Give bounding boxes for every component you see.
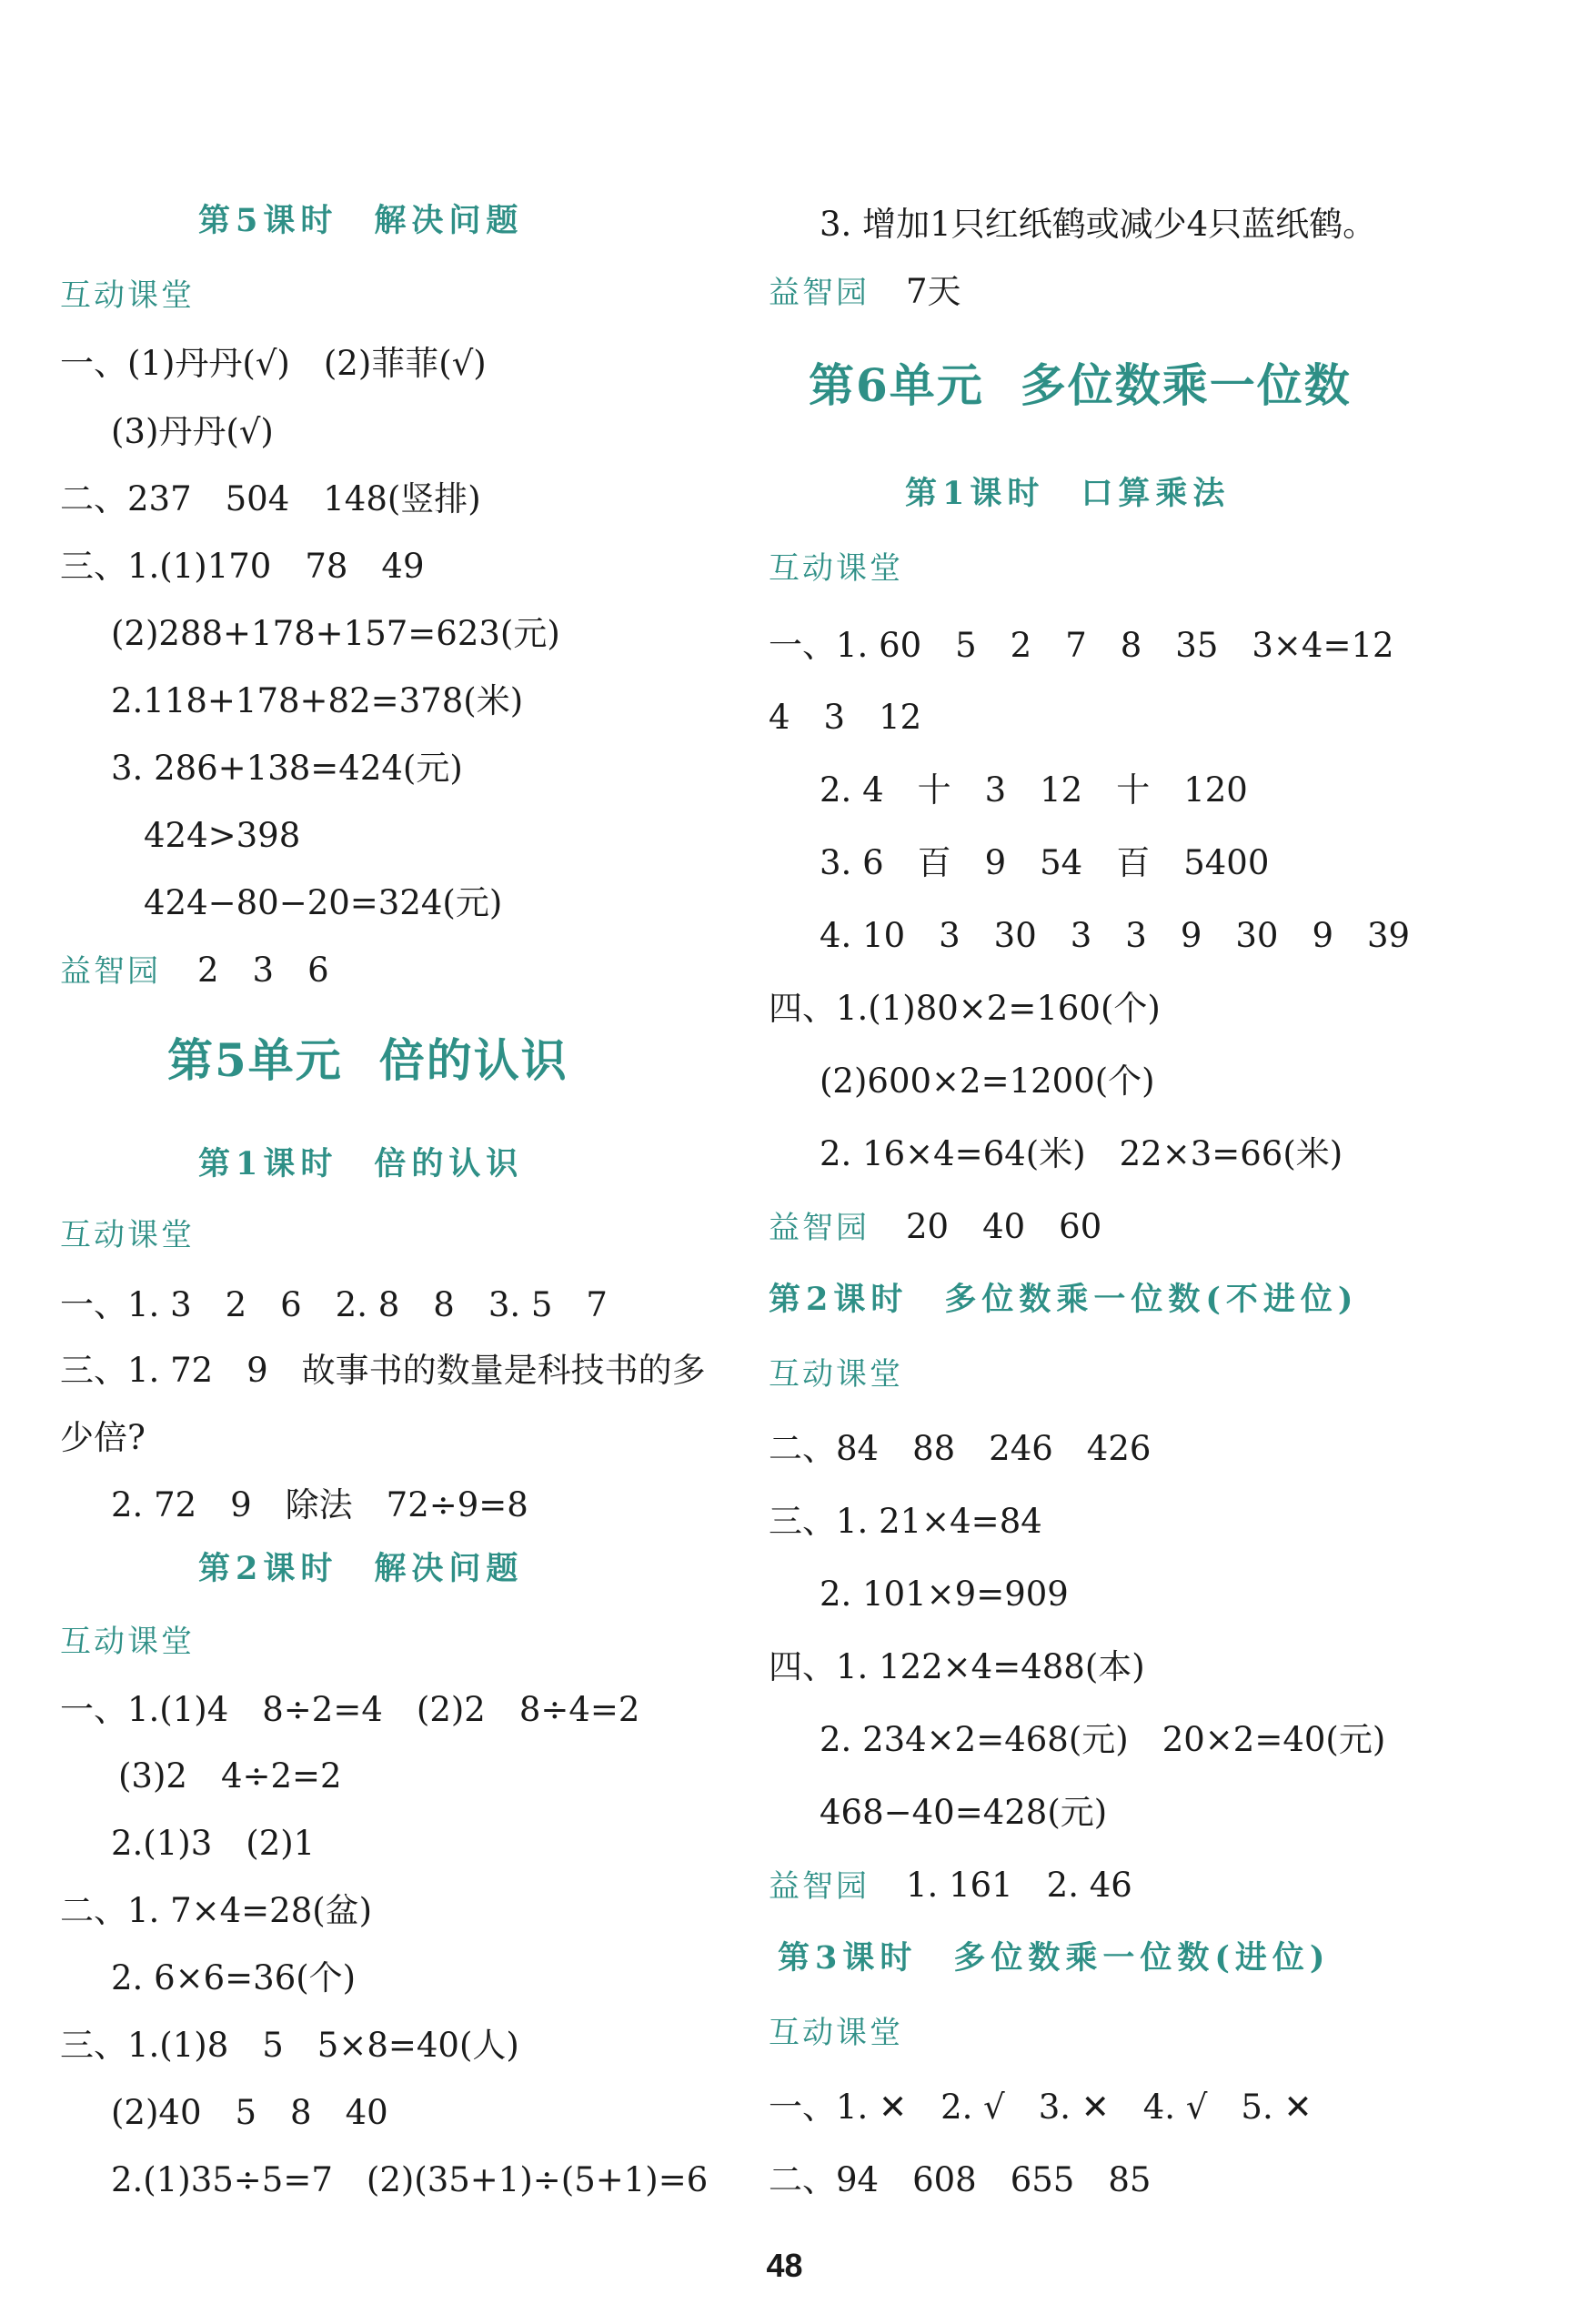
answer-line: (3)2 4÷2=2 bbox=[118, 1756, 342, 1796]
puzzle-corner bbox=[60, 948, 329, 994]
answer-line: 二、94 608 655 85 bbox=[769, 2160, 1152, 2199]
lesson-title: 第2课时 多位数乘一位数(不进位) bbox=[769, 1281, 1359, 1318]
answer-line: 三、1. 72 9 故事书的数量是科技书的多 bbox=[60, 1351, 706, 1390]
puzzle-corner-answer: 2 3 6 bbox=[197, 951, 329, 990]
answer-line: 468−40=428(元) bbox=[820, 1793, 1108, 1832]
answer-line: 一、1. 3 2 6 2. 8 8 3. 5 7 bbox=[60, 1285, 608, 1324]
answer-line: 424>398 bbox=[144, 816, 301, 855]
answer-line: 4. 10 3 30 3 3 9 30 9 39 bbox=[820, 916, 1411, 955]
answer-line: 二、237 504 148(竖排) bbox=[60, 479, 481, 518]
section-heading: 互动课堂 bbox=[769, 1356, 903, 1393]
puzzle-corner bbox=[769, 269, 961, 316]
puzzle-corner-label: 益智园 bbox=[60, 953, 161, 990]
answer-line: 3. 286+138=424(元) bbox=[111, 749, 463, 788]
answer-line: 二、84 88 246 426 bbox=[769, 1429, 1152, 1468]
section-heading: 互动课堂 bbox=[60, 1217, 195, 1253]
answer-line: 2.(1)3 (2)1 bbox=[111, 1824, 316, 1863]
answer-line: (2)288+178+157=623(元) bbox=[111, 614, 560, 653]
lesson-title: 第5课时 解决问题 bbox=[198, 202, 524, 239]
answer-line: 2.118+178+82=378(米) bbox=[111, 681, 524, 720]
answer-line: (2)600×2=1200(个) bbox=[820, 1061, 1155, 1101]
answer-line: 三、1.(1)8 5 5×8=40(人) bbox=[60, 2026, 519, 2065]
section-heading: 互动课堂 bbox=[60, 1624, 195, 1660]
answer-line: 一、1. 60 5 2 7 8 35 3×4=12 bbox=[769, 626, 1394, 665]
puzzle-corner-label: 益智园 bbox=[769, 275, 870, 311]
answer-line: 2. 6×6=36(个) bbox=[111, 1958, 357, 1997]
answer-line: 四、1. 122×4=488(本) bbox=[769, 1647, 1145, 1686]
puzzle-corner bbox=[769, 1204, 1101, 1251]
answer-line: 二、1. 7×4=28(盆) bbox=[60, 1891, 373, 1930]
answer-line: 三、1. 21×4=84 bbox=[769, 1502, 1042, 1541]
puzzle-corner bbox=[769, 1863, 1132, 1909]
answer-line: 一、1.(1)4 8÷2=4 (2)2 8÷4=2 bbox=[60, 1690, 640, 1729]
puzzle-corner-label: 益智园 bbox=[769, 1210, 870, 1246]
unit-title: 第5单元 倍的认识 bbox=[167, 1033, 568, 1087]
puzzle-corner-answer: 20 40 60 bbox=[906, 1207, 1102, 1246]
answer-line: (2)40 5 8 40 bbox=[111, 2093, 388, 2132]
answer-line: 少倍? bbox=[60, 1418, 146, 1457]
puzzle-corner-answer: 1. 161 2. 46 bbox=[906, 1866, 1132, 1905]
answer-line: 一、(1)丹丹(√) (2)菲菲(√) bbox=[60, 344, 487, 383]
section-heading: 互动课堂 bbox=[769, 550, 903, 587]
unit-title: 第6单元 多位数乘一位数 bbox=[809, 358, 1352, 412]
puzzle-corner-answer: 7天 bbox=[906, 272, 961, 311]
answer-line: 2.(1)35÷5=7 (2)(35+1)÷(5+1)=6 bbox=[111, 2160, 709, 2199]
section-heading: 互动课堂 bbox=[60, 277, 195, 314]
lesson-title: 第2课时 解决问题 bbox=[198, 1550, 524, 1587]
lesson-title: 第1课时 倍的认识 bbox=[198, 1145, 524, 1182]
page-number: 48 bbox=[766, 2247, 803, 2284]
answer-line: 三、1.(1)170 78 49 bbox=[60, 547, 425, 586]
answer-line: 2. 72 9 除法 72÷9=8 bbox=[111, 1485, 528, 1524]
answer-line: 3. 6 百 9 54 百 5400 bbox=[820, 843, 1270, 882]
answer-line: 4 3 12 bbox=[769, 698, 922, 737]
section-heading: 互动课堂 bbox=[769, 2015, 903, 2051]
answer-line: 2. 16×4=64(米) 22×3=66(米) bbox=[820, 1134, 1343, 1173]
answer-line: 四、1.(1)80×2=160(个) bbox=[769, 989, 1161, 1028]
answer-line: 3. 增加1只红纸鹤或减少4只蓝纸鹤。 bbox=[820, 205, 1377, 244]
answer-line: (3)丹丹(√) bbox=[111, 412, 274, 451]
lesson-title: 第1课时 口算乘法 bbox=[905, 475, 1231, 512]
answer-line: 2. 101×9=909 bbox=[820, 1574, 1069, 1614]
answer-line: 一、1. ✕ 2. √ 3. ✕ 4. √ 5. ✕ bbox=[769, 2088, 1313, 2127]
answer-line: 2. 4 十 3 12 十 120 bbox=[820, 770, 1248, 810]
answer-line: 424−80−20=324(元) bbox=[144, 883, 503, 922]
puzzle-corner-label: 益智园 bbox=[769, 1868, 870, 1905]
lesson-title: 第3课时 多位数乘一位数(进位) bbox=[778, 1939, 1331, 1977]
answer-line: 2. 234×2=468(元) 20×2=40(元) bbox=[820, 1720, 1386, 1759]
